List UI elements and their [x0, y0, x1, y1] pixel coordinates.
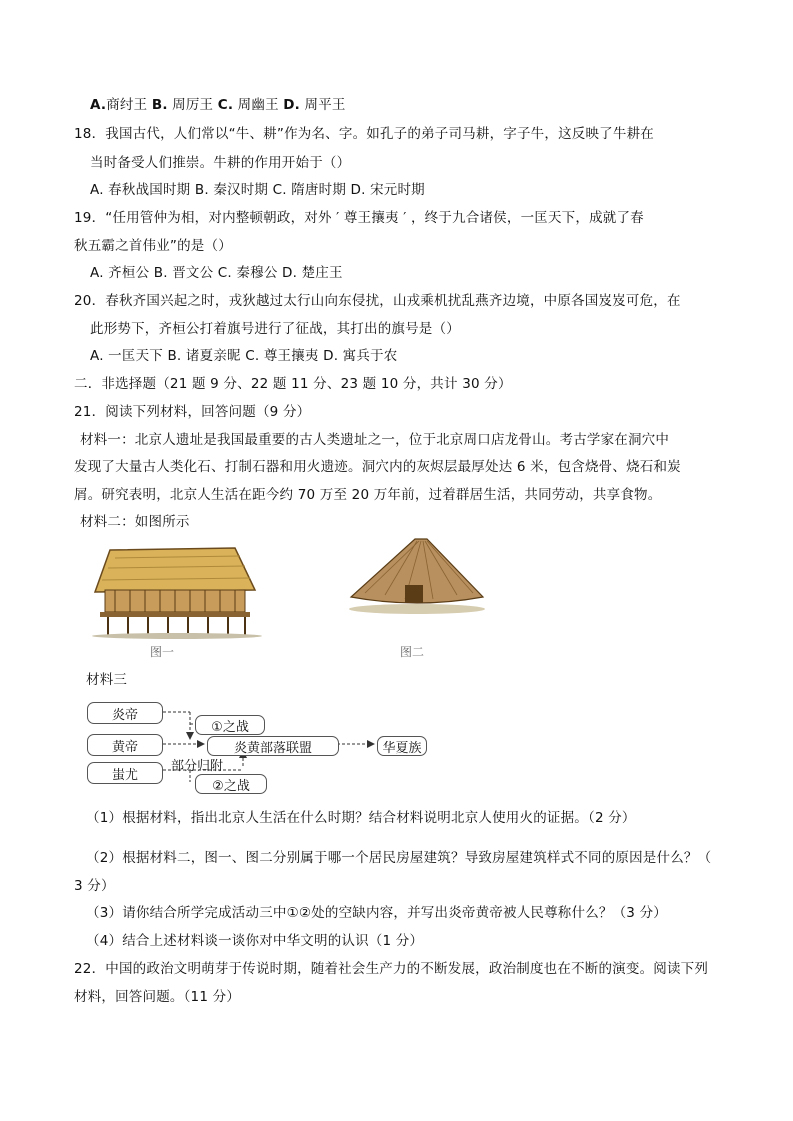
tribe-alliance-diagram: [85, 700, 430, 795]
q17-option-c: 周幽王: [233, 97, 284, 113]
q18-stem-line1: 18．我国古代，人们常以“牛、耕”作为名、字。如孔子的弟子司马耕，字子牛，这反映了牛耕在: [74, 126, 654, 142]
q21-sub2-line1: （2）根据材料二，图一、图二分别属于哪一个居民房屋建筑？导致房屋建筑样式不同的原因是什么？（: [86, 850, 712, 866]
q17-option-a-letter: A.: [90, 97, 107, 113]
diagram-node-battle2: ②之战: [195, 774, 267, 794]
q21-material2-label: 材料二：如图所示: [80, 514, 190, 530]
q17-option-a: 商纣王: [106, 97, 152, 113]
q20-stem-line1: 20．春秋齐国兴起之时，戎狄越过太行山向东侵扰，山戎乘机扰乱燕齐边境，中原各国岌岌可危，在: [74, 293, 681, 309]
diagram-node-alliance: 炎黄部落联盟: [207, 736, 339, 756]
q17-options: [90, 95, 346, 115]
figure2-caption: 图二: [400, 645, 425, 659]
q21-sub4: （4）结合上述材料谈一谈你对中华文明的认识（1 分）: [86, 933, 424, 949]
figure2-round-hut: [345, 535, 490, 615]
q18-options: A. 春秋战国时期 B. 秦汉时期 C. 隋唐时期 D. 宋元时期: [90, 182, 425, 198]
q21-material1-line1: 材料一：北京人遗址是我国最重要的古人类遗址之一，位于北京周口店龙骨山。考古学家在洞穴中: [80, 432, 670, 448]
q21-material1-line2: 发现了大量古人类化石、打制石器和用火遗迹。洞穴内的灰烬层最厚处达 6 米，包含烧骨、烧石和炭: [74, 459, 681, 475]
diagram-node-huangdi: 黄帝: [87, 734, 163, 756]
q20-options: A. 一匡天下 B. 诸夏亲昵 C. 尊王攘夷 D. 寓兵于农: [90, 348, 398, 364]
q21-sub3: （3）请你结合所学完成活动三中①②处的空缺内容，并写出炎帝黄帝被人民尊称什么？（3 分）: [86, 905, 667, 921]
q17-option-b: 周厉王: [167, 97, 218, 113]
q22-stem-line2: 材料，回答问题。（11 分）: [74, 989, 241, 1005]
q22-stem-line1: 22．中国的政治文明萌芽于传说时期，随着社会生产力的不断发展，政治制度也在不断的演变。阅读下列: [74, 961, 709, 977]
q21-material3-label: 材料三: [86, 672, 128, 688]
q17-option-d: 周平王: [300, 97, 346, 113]
q18-stem-line2: 当时备受人们推崇。牛耕的作用开始于（）: [90, 155, 351, 171]
diagram-node-yandi: 炎帝: [87, 702, 163, 724]
q20-stem-line2: 此形势下，齐桓公打着旗号进行了征战，其打出的旗号是（）: [90, 321, 460, 337]
diagram-node-huaxia: 华夏族: [377, 736, 427, 756]
q21-sub1: （1）根据材料，指出北京人生活在什么时期？结合材料说明北京人使用火的证据。（2 分）: [86, 810, 636, 826]
diagram-node-chiyou: 蚩尤: [87, 762, 163, 784]
figure1-stilt-house: [90, 540, 265, 640]
q17-option-c-letter: C.: [217, 97, 234, 113]
q19-options: A. 齐桓公 B. 晋文公 C. 秦穆公 D. 楚庄王: [90, 265, 343, 281]
section-heading: 二．非选择题（21 题 9 分、22 题 11 分、23 题 10 分，共计 30 分）: [74, 376, 512, 392]
q21-sub2-line2: 3 分）: [74, 878, 115, 894]
q17-option-b-letter: B.: [151, 97, 168, 113]
q17-option-d-letter: D.: [283, 97, 301, 113]
q21-material1-line3: 屑。研究表明，北京人生活在距今约 70 万至 20 万年前，过着群居生活，共同劳动，共享食物。: [74, 487, 662, 503]
q19-stem-line1: 19．“任用管仲为相，对内整顿朝政，对外 ′ 尊王攘夷 ′ ，终于九合诸侯，一匡天下，成就了春: [74, 210, 644, 226]
figure1-caption: 图一: [150, 645, 175, 659]
diagram-node-battle1: ①之战: [195, 715, 265, 735]
q21-title: 21．阅读下列材料，回答问题（9 分）: [74, 404, 311, 420]
diagram-label-partial: 部分归附: [171, 759, 224, 774]
q19-stem-line2: 秋五霸之首伟业”的是（）: [74, 238, 232, 254]
